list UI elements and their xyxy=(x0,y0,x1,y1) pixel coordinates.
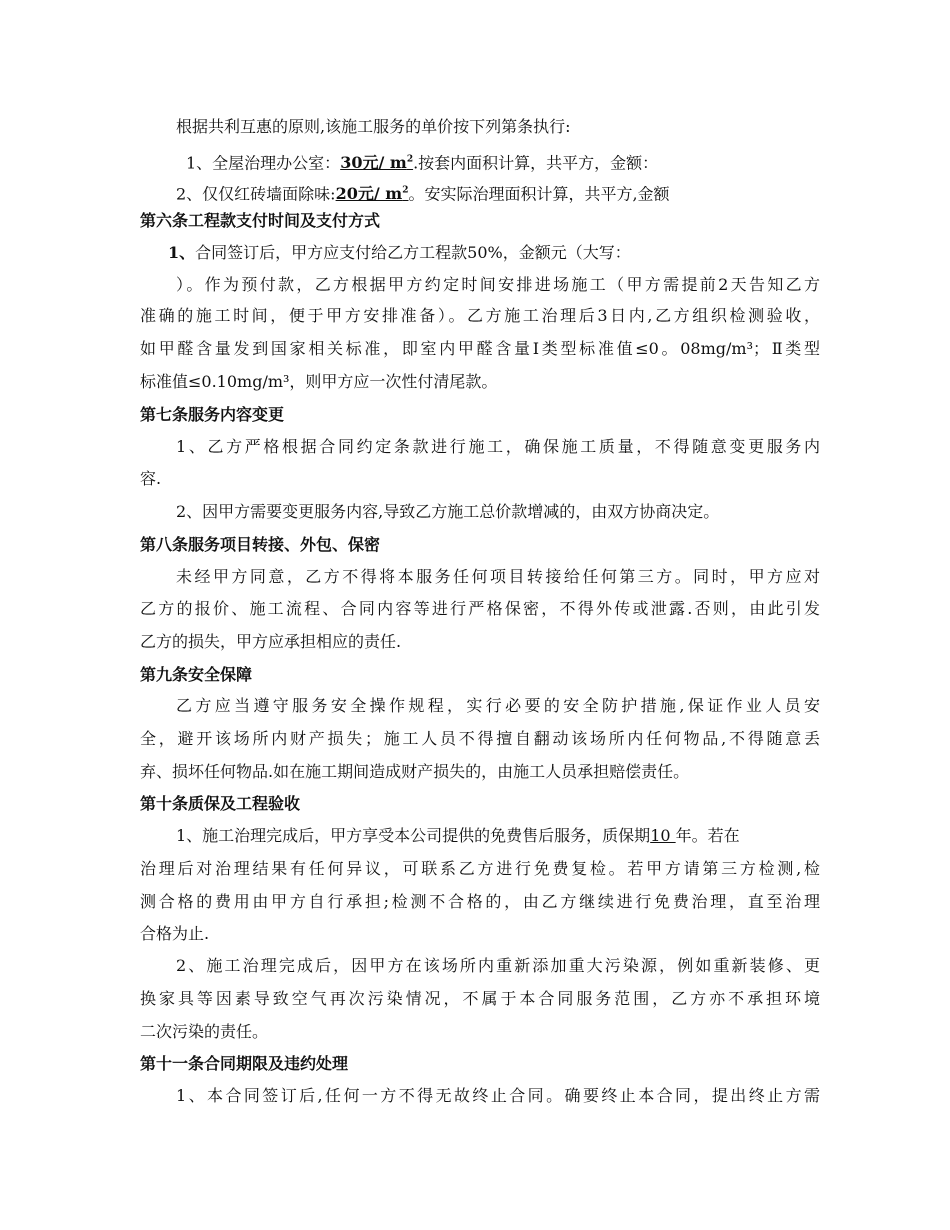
price-item-1: 1、全屋治理办公室：30元/ $m^2$.按套内面积计算，共平方，金额： xyxy=(186,153,659,173)
paragraph-line: 1、施工治理完成后，甲方享受本公司提供的免费售后服务，质保期10 年。若在 xyxy=(176,826,740,845)
paragraph-line: 1、合同签订后，甲方应支付给乙方工程款50%，金额元（大写： xyxy=(168,243,631,262)
paragraph-line: 如甲醛含量发到国家相关标准，即室内甲醛含量Ⅰ类型标准值≤0。08mg/m³；Ⅱ类型 xyxy=(140,339,820,358)
paragraph-line: 换家具等因素导致空气再次污染情况，不属于本合同服务范围，乙方亦不承担环境 xyxy=(140,989,820,1008)
price-value: 20元/ $m^2$ xyxy=(335,184,409,204)
warranty-years: 10 xyxy=(650,826,676,845)
paragraph-line: 测合格的费用由甲方自行承担;检测不合格的，由乙方继续进行免费治理，直至治理 xyxy=(140,892,820,911)
price-item-2: 2、仅仅红砖墙面除味:20元/ $m^2$。安实际治理面积计算，共平方,金额 xyxy=(176,184,670,204)
section-heading-7: 第七条服务内容变更 xyxy=(140,405,285,424)
paragraph-line: 标准值≤0.10mg/m³，则甲方应一次性付清尾款。 xyxy=(140,372,498,391)
paragraph-line: 乙方应当遵守服务安全操作规程，实行必要的安全防护措施,保证作业人员安 xyxy=(176,696,820,715)
paragraph-line: 乙方的损失，甲方应承担相应的责任. xyxy=(140,632,402,651)
paragraph-line: 弃、损坏任何物品.如在施工期间造成财产损失的，由施工人员承担赔偿责任。 xyxy=(140,762,690,781)
paragraph-line: 全，避开该场所内财产损失；施工人员不得擅自翻动该场所内任何物品,不得随意丢 xyxy=(140,729,820,748)
paragraph-line: 合格为止. xyxy=(140,924,210,943)
paragraph-line: ）。作为预付款，乙方根据甲方约定时间安排进场施工（甲方需提前2天告知乙方 xyxy=(176,275,820,294)
paragraph-line: 1、本合同签订后,任何一方不得无故终止合同。确要终止本合同，提出终止方需 xyxy=(176,1086,820,1105)
section-heading-6: 第六条工程款支付时间及支付方式 xyxy=(140,211,381,230)
paragraph-line: 未经甲方同意，乙方不得将本服务任何项目转接给任何第三方。同时，甲方应对 xyxy=(176,567,820,586)
paragraph-line: 治理后对治理结果有任何异议，可联系乙方进行免费复检。若甲方请第三方检测,检 xyxy=(140,859,820,878)
section-heading-8: 第八条服务项目转接、外包、保密 xyxy=(140,535,381,554)
paragraph-line: 2、因甲方需要变更服务内容,导致乙方施工总价款增减的，由双方协商决定。 xyxy=(176,502,720,521)
paragraph-line: 容. xyxy=(140,469,162,488)
paragraph-line: 准确的施工时间，便于甲方安排准备）。乙方施工治理后3日内,乙方组织检测验收， xyxy=(140,306,820,325)
section-heading-9: 第九条安全保障 xyxy=(140,665,253,684)
pricing-intro: 根据共利互惠的原则,该施工服务的单价按下列第条执行: xyxy=(176,117,571,136)
paragraph-line: 1、乙方严格根据合同约定条款进行施工，确保施工质量，不得随意变更服务内 xyxy=(176,437,820,456)
paragraph-line: 2、施工治理完成后，因甲方在该场所内重新添加重大污染源，例如重新装修、更 xyxy=(176,956,820,975)
price-value: 30元/ $m^2$ xyxy=(340,153,414,173)
paragraph-line: 乙方的报价、施工流程、合同内容等进行严格保密，不得外传或泄露.否则，由此引发 xyxy=(140,599,820,618)
section-heading-10: 第十条质保及工程验收 xyxy=(140,794,301,813)
section-heading-11: 第十一条合同期限及违约处理 xyxy=(140,1054,349,1073)
paragraph-line: 二次污染的责任。 xyxy=(140,1022,269,1041)
